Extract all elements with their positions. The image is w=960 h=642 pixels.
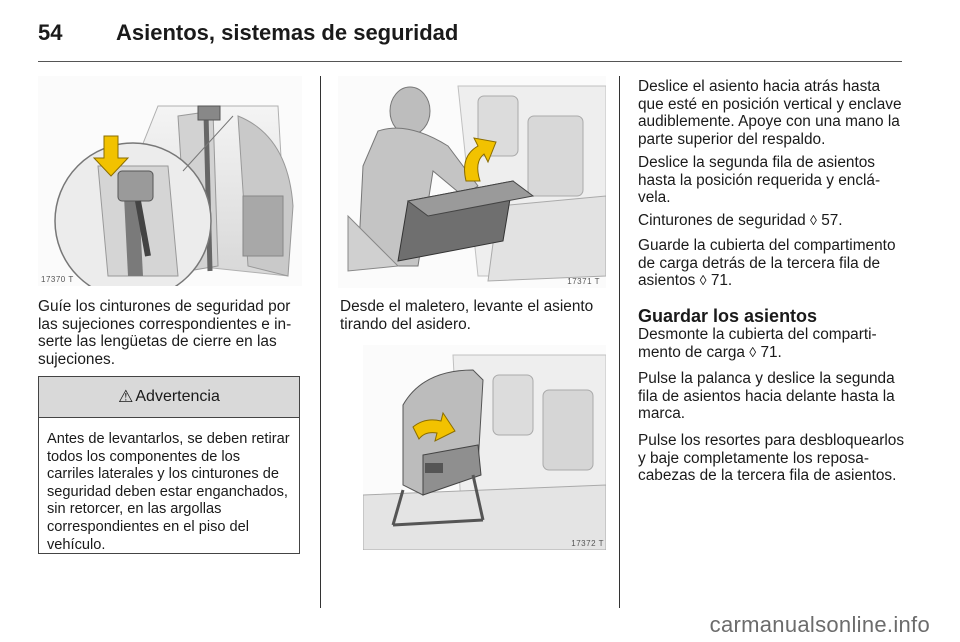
- reference-arrow-icon: ◊: [749, 343, 757, 360]
- header-rule: [38, 61, 902, 62]
- column-divider-right: [619, 76, 620, 608]
- paragraph-headrests: Pulse los resortes para desbloquearlos y baje completamente los reposacabezas de la tercera fila de asientos.: [638, 432, 905, 485]
- paragraph-second-row: Deslice la segunda fila de asientos hasta la posición requerida y enclávela.: [638, 154, 881, 207]
- figure-lift-seat: [338, 76, 606, 288]
- paragraph-remove-cover-text: Desmonte la cubierta del compartimento de carga: [638, 326, 877, 361]
- column-divider-left: [320, 76, 321, 608]
- reference-page[interactable]: 71.: [760, 343, 782, 361]
- figure-seat-folded: [363, 345, 606, 550]
- section-heading: Guardar los asientos: [638, 306, 818, 326]
- warning-triangle-icon: ⚠: [118, 387, 134, 406]
- reference-arrow-icon: ◊: [809, 212, 817, 228]
- reference-arrow-icon: ◊: [699, 272, 707, 289]
- paragraph-remove-cover: [638, 326, 906, 361]
- page-header: [38, 20, 458, 46]
- reference-page[interactable]: 57.: [821, 212, 843, 229]
- reference-page[interactable]: 71.: [710, 272, 733, 290]
- page-number: 54: [38, 20, 63, 45]
- warning-header: [39, 377, 299, 418]
- figure-seatbelt-guide: [38, 76, 302, 286]
- warning-title: Advertencia: [135, 388, 220, 405]
- warning-text: Antes de levantarlos, se deben retirar todos los componentes de los carriles laterales y los cinturones de seguridad deben estar enganchados, sin retorcer, en las argollas correspondientes en el piso del vehículo.: [47, 431, 290, 553]
- paragraph-seatbelts-ref: [638, 212, 906, 230]
- warning-box: [38, 376, 300, 554]
- figure-code: 17372 T: [571, 539, 604, 548]
- paragraph-seatbelt: Guíe los cinturones de seguridad por las sujeciones correspondientes e inserte las lengüetas de cierre en las sujeciones.: [38, 298, 292, 368]
- paragraph-seatbelts-text: Cinturones de seguridad: [638, 212, 806, 229]
- paragraph-press-lever: Pulse la palanca y deslice la segunda fila de asientos hacia delante hasta la marca.: [638, 370, 895, 423]
- paragraph-slide-back: Deslice el asiento hacia atrás hasta que esté en posición vertical y enclave audiblemente. Apoye con una mano la parte superior del respaldo.: [638, 78, 902, 148]
- lift-seat-illustration: [338, 76, 606, 288]
- figure-code: 17371 T: [567, 277, 600, 286]
- page-title: Asientos, sistemas de seguridad: [116, 20, 459, 45]
- figure-code: 17370 T: [41, 275, 74, 284]
- paragraph-cargo-cover: [638, 237, 906, 290]
- seatbelt-illustration: [38, 76, 302, 286]
- watermark: carmanualsonline.info: [709, 612, 930, 637]
- seat-folded-illustration: [363, 345, 606, 550]
- paragraph-lift-seat: Desde el maletero, levante el asiento tirando del asidero.: [340, 298, 594, 333]
- paragraph-cargo-cover-text: Guarde la cubierta del compartimento de carga detrás de la tercera fila de asientos: [638, 237, 896, 290]
